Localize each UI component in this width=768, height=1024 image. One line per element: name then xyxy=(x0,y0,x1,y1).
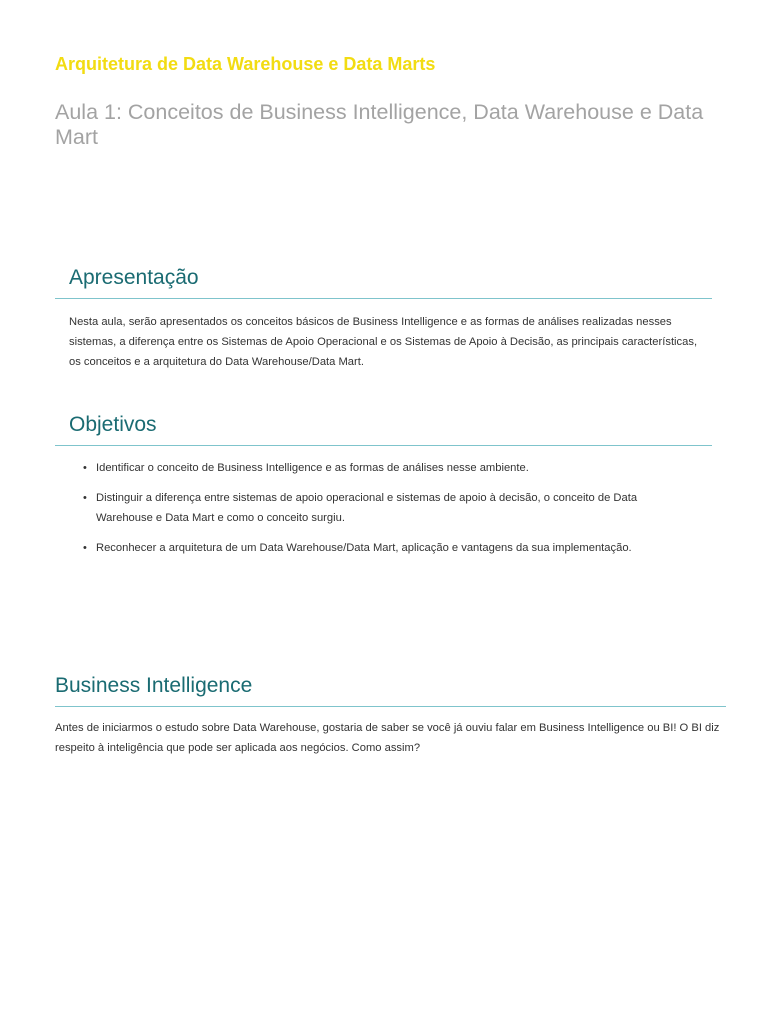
course-title: Arquitetura de Data Warehouse e Data Marts xyxy=(55,54,436,74)
section-business-intelligence xyxy=(55,673,726,758)
bullet-icon: • xyxy=(83,542,87,554)
list-item-text: Identificar o conceito de Business Intelligence e as formas de análises nesse ambiente. xyxy=(96,462,529,474)
bullet-icon: • xyxy=(83,492,87,504)
list-item xyxy=(83,538,686,558)
section-apresentacao xyxy=(55,265,712,372)
lesson-title: Aula 1: Conceitos de Business Intelligence, Data Warehouse e Data Mart xyxy=(55,100,704,149)
section-divider xyxy=(55,706,726,707)
section-heading-objetivos: Objetivos xyxy=(69,413,157,436)
list-item xyxy=(83,488,686,528)
list-item-text: Distinguir a diferença entre sistemas de apoio operacional e sistemas de apoio à decisão, o conceito de Data Warehouse e Data Mart e como o conceito surgiu. xyxy=(96,492,638,524)
section-divider xyxy=(55,298,712,299)
list-item xyxy=(83,458,686,478)
objetivos-list xyxy=(55,458,712,558)
section-heading-business-intelligence: Business Intelligence xyxy=(55,674,253,697)
section-heading-apresentacao: Apresentação xyxy=(69,266,199,289)
business-intelligence-paragraph: Antes de iniciarmos o estudo sobre Data Warehouse, gostaria de saber se você já ouviu falar em Business Intelligence ou BI! O BI diz respeito à inteligência que pode ser aplicada aos negócios. Como assim? xyxy=(55,722,720,754)
section-objetivos xyxy=(55,412,712,568)
list-item-text: Reconhecer a arquitetura de um Data Warehouse/Data Mart, aplicação e vantagens da sua implementação. xyxy=(96,542,632,554)
section-divider xyxy=(55,445,712,446)
apresentacao-paragraph: Nesta aula, serão apresentados os conceitos básicos de Business Intelligence e as formas de análises realizadas nesses sistemas, a diferença entre os Sistemas de Apoio Operacional e os Sistemas de Apoio à Decisão, as principais características, os conceitos e a arquitetura do Data Warehouse/Data Mart. xyxy=(69,316,698,368)
bullet-icon: • xyxy=(83,462,87,474)
